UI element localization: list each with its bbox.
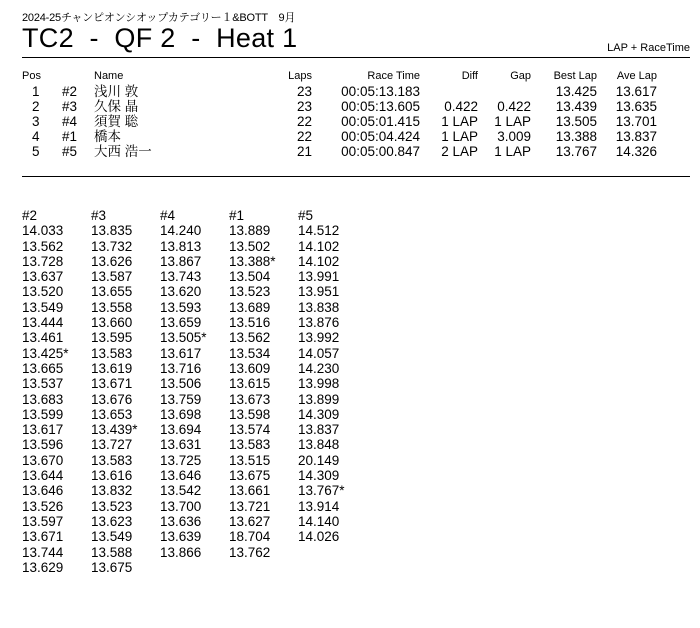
lap-time: 13.523: [229, 284, 271, 300]
lap-time: 13.644: [22, 468, 64, 484]
lap-time: 13.653: [91, 406, 133, 422]
lap-time: 14.140: [298, 513, 340, 529]
lap-time: 13.598: [229, 406, 271, 422]
col-header-laps: Laps: [288, 70, 312, 82]
lap-time: 13.542: [160, 483, 202, 499]
cell-diff: [420, 84, 478, 99]
cell-car-number: #2: [62, 84, 78, 99]
lap-time: 13.743: [160, 269, 202, 285]
lap-time: 13.889: [229, 223, 271, 239]
result-row: [22, 84, 657, 99]
cell-ave-lap: 13.635: [615, 99, 657, 114]
lap-time: 13.593: [160, 299, 202, 315]
cell-gap: 3.009: [497, 129, 531, 144]
lap-time: 13.671: [22, 529, 64, 545]
lap-time: 13.716: [160, 360, 202, 376]
cell-driver-name: 久保 晶: [94, 99, 139, 114]
lap-time: 20.149: [298, 452, 340, 468]
cell-gap: 1 LAP: [494, 144, 531, 159]
report-mode-label: LAP + RaceTime: [607, 42, 690, 54]
lap-time: 13.646: [160, 468, 202, 484]
lap-time: 13.439*: [91, 422, 138, 438]
lap-time: 13.516: [229, 315, 271, 331]
lap-time: 14.057: [298, 345, 340, 361]
lap-time: 13.637: [22, 269, 64, 285]
lap-time: 13.659: [160, 315, 202, 331]
lap-time: 13.727: [91, 437, 133, 453]
lap-time: 13.661: [229, 483, 271, 499]
lap-time: 13.848: [298, 437, 340, 453]
cell-race-time: 00:05:13.183: [341, 84, 420, 99]
lap-column: [229, 208, 298, 575]
section-divider: [22, 176, 690, 177]
lap-time: 14.033: [22, 223, 64, 239]
lap-time: 13.837: [298, 422, 340, 438]
col-header-best-lap: Best Lap: [553, 70, 597, 82]
lap-time: 13.596: [22, 437, 64, 453]
cell-laps: 23: [296, 99, 312, 114]
cell-race-time: 00:05:01.415: [341, 114, 420, 129]
lap-time: 13.549: [22, 299, 64, 315]
results-header-row: [22, 68, 657, 84]
lap-time: 13.813: [160, 238, 202, 254]
cell-driver-name: 大西 浩一: [94, 144, 152, 159]
cell-race-time: 00:05:13.605: [341, 99, 420, 114]
cell-car-number: #4: [62, 114, 78, 129]
lap-time: 13.615: [229, 376, 271, 392]
lap-times-grid: [22, 208, 367, 575]
lap-time: 13.683: [22, 391, 64, 407]
cell-ave-lap: 13.701: [615, 114, 657, 129]
col-header-race-time: Race Time: [367, 70, 420, 82]
lap-time: 13.832: [91, 483, 133, 499]
lap-time: 13.520: [22, 284, 64, 300]
lap-time: 13.698: [160, 406, 202, 422]
cell-diff: 2 LAP: [441, 144, 478, 159]
lap-time: 13.639: [160, 529, 202, 545]
lap-time: 18.704: [229, 529, 271, 545]
cell-car-number: #5: [62, 144, 78, 159]
cell-pos: 5: [32, 144, 40, 159]
lap-time: 13.461: [22, 330, 64, 346]
cell-pos: 4: [32, 129, 40, 144]
lap-time: 13.673: [229, 391, 271, 407]
lap-time: 13.835: [91, 223, 133, 239]
cell-car-number: #3: [62, 99, 78, 114]
lap-time: 14.512: [298, 223, 340, 239]
lap-time: 13.636: [160, 513, 202, 529]
cell-driver-name: 橋本: [94, 129, 121, 144]
result-row: [22, 99, 657, 114]
lap-time: 13.587: [91, 269, 133, 285]
lap-time: 13.583: [91, 345, 133, 361]
lap-time: 13.627: [229, 513, 271, 529]
lap-time: 13.597: [22, 513, 64, 529]
lap-time: 14.240: [160, 223, 202, 239]
lap-column-header: #5: [298, 208, 314, 223]
result-row: [22, 129, 657, 144]
cell-race-time: 00:05:04.424: [341, 129, 420, 144]
lap-time: 13.759: [160, 391, 202, 407]
lap-column-header: #1: [229, 208, 245, 223]
lap-time: 13.646: [22, 483, 64, 499]
header-divider: [22, 57, 690, 58]
lap-time: 13.562: [229, 330, 271, 346]
lap-time: 13.515: [229, 452, 271, 468]
lap-time: 13.728: [22, 253, 64, 269]
lap-column: [298, 208, 367, 575]
lap-time: 14.102: [298, 238, 340, 254]
lap-column: [22, 208, 91, 575]
cell-race-time: 00:05:00.847: [341, 144, 420, 159]
cell-diff: 1 LAP: [441, 114, 478, 129]
lap-time: 14.102: [298, 253, 340, 269]
cell-best-lap: 13.425: [555, 84, 597, 99]
lap-time: 13.388*: [229, 253, 276, 269]
lap-time: 13.694: [160, 422, 202, 438]
cell-laps: 23: [296, 84, 312, 99]
cell-pos: 2: [32, 99, 40, 114]
lap-time: 14.309: [298, 406, 340, 422]
cell-diff: 1 LAP: [441, 129, 478, 144]
lap-time: 13.998: [298, 376, 340, 392]
lap-time: 13.583: [91, 452, 133, 468]
lap-time: 13.951: [298, 284, 340, 300]
lap-time: 13.762: [229, 544, 271, 560]
lap-time: 13.526: [22, 498, 64, 514]
lap-time: 13.675: [91, 559, 133, 575]
cell-gap: [478, 84, 531, 99]
lap-time: 13.619: [91, 360, 133, 376]
lap-time: 13.444: [22, 315, 64, 331]
lap-time: 13.629: [22, 559, 64, 575]
lap-time: 13.992: [298, 330, 340, 346]
lap-time: 13.767*: [298, 483, 345, 499]
cell-ave-lap: 13.837: [615, 129, 657, 144]
lap-column-header: #4: [160, 208, 176, 223]
lap-time: 13.665: [22, 360, 64, 376]
cell-pos: 1: [32, 84, 40, 99]
lap-time: 13.655: [91, 284, 133, 300]
lap-column-header: #3: [91, 208, 107, 223]
lap-time: 13.631: [160, 437, 202, 453]
lap-time: 13.549: [91, 529, 133, 545]
lap-time: 13.660: [91, 315, 133, 331]
col-header-number: [62, 68, 94, 84]
lap-time: 14.230: [298, 360, 340, 376]
lap-time: 13.574: [229, 422, 271, 438]
lap-time: 13.838: [298, 299, 340, 315]
cell-pos: 3: [32, 114, 40, 129]
event-subtitle: 2024-25チャンピオンシオップカテゴリー１&BOTT 9月: [22, 12, 296, 24]
lap-time: 13.623: [91, 513, 133, 529]
lap-time: 13.626: [91, 253, 133, 269]
lap-time: 13.732: [91, 238, 133, 254]
lap-time: 13.689: [229, 299, 271, 315]
lap-time: 13.617: [160, 345, 202, 361]
cell-laps: 22: [296, 129, 312, 144]
lap-time: 13.588: [91, 544, 133, 560]
result-row: [22, 144, 657, 159]
lap-time: 13.502: [229, 238, 271, 254]
lap-time: 13.505*: [160, 330, 207, 346]
cell-car-number: #1: [62, 129, 78, 144]
lap-time: 13.534: [229, 345, 271, 361]
result-row: [22, 114, 657, 129]
cell-best-lap: 13.439: [555, 99, 597, 114]
col-header-ave-lap: Ave Lap: [616, 70, 657, 82]
cell-diff: 0.422: [444, 99, 478, 114]
lap-time: 13.616: [91, 468, 133, 484]
cell-best-lap: 13.388: [555, 129, 597, 144]
results-table: [22, 68, 657, 159]
cell-laps: 22: [296, 114, 312, 129]
lap-time: 13.537: [22, 376, 64, 392]
lap-time: 13.899: [298, 391, 340, 407]
lap-time: 13.620: [160, 284, 202, 300]
lap-time: 13.617: [22, 422, 64, 438]
lap-time: 13.595: [91, 330, 133, 346]
lap-time: 13.506: [160, 376, 202, 392]
lap-time: 14.026: [298, 529, 340, 545]
lap-time: 13.876: [298, 315, 340, 331]
lap-time: 13.599: [22, 406, 64, 422]
lap-time: 13.725: [160, 452, 202, 468]
cell-laps: 21: [296, 144, 312, 159]
cell-best-lap: 13.505: [555, 114, 597, 129]
cell-ave-lap: 13.617: [615, 84, 657, 99]
cell-ave-lap: 14.326: [615, 144, 657, 159]
lap-time: 13.991: [298, 269, 340, 285]
cell-gap: 0.422: [497, 99, 531, 114]
cell-gap: 1 LAP: [494, 114, 531, 129]
lap-column: [160, 208, 229, 575]
cell-driver-name: 須賀 聡: [94, 114, 139, 129]
col-header-diff: Diff: [461, 70, 478, 82]
lap-time: 13.700: [160, 498, 202, 514]
lap-time: 13.562: [22, 238, 64, 254]
lap-column: [91, 208, 160, 575]
col-header-name: Name: [94, 70, 124, 82]
col-header-pos: Pos: [22, 70, 41, 82]
lap-time: 13.425*: [22, 345, 69, 361]
lap-time: 13.558: [91, 299, 133, 315]
lap-time: 13.744: [22, 544, 64, 560]
lap-time: 13.675: [229, 468, 271, 484]
lap-time: 13.866: [160, 544, 202, 560]
lap-time: 13.721: [229, 498, 271, 514]
lap-column-header: #2: [22, 208, 38, 223]
lap-time: 13.504: [229, 269, 271, 285]
lap-time: 13.671: [91, 376, 133, 392]
cell-driver-name: 浅川 敦: [94, 84, 139, 99]
lap-time: 14.309: [298, 468, 340, 484]
lap-time: 13.867: [160, 253, 202, 269]
lap-time: 13.676: [91, 391, 133, 407]
col-header-gap: Gap: [510, 70, 531, 82]
cell-best-lap: 13.767: [555, 144, 597, 159]
lap-time: 13.523: [91, 498, 133, 514]
lap-time: 13.609: [229, 360, 271, 376]
lap-time: 13.583: [229, 437, 271, 453]
page-title: TC2 - QF 2 - Heat 1: [22, 23, 298, 53]
lap-time: 13.914: [298, 498, 340, 514]
lap-time: 13.670: [22, 452, 64, 468]
